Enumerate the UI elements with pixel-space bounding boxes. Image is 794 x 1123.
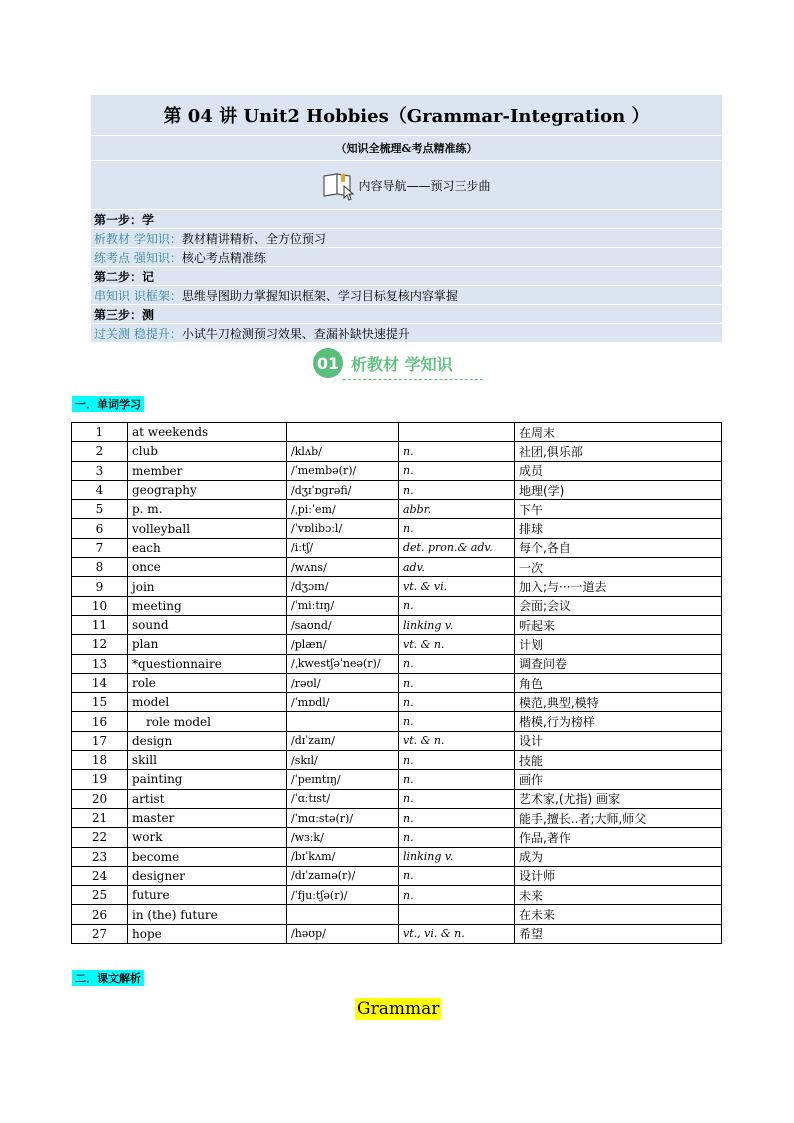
vocab-part-of-speech: vt. & n.	[399, 635, 515, 654]
vocab-phonetic: /ˈfjuːtʃə(r)/	[287, 886, 399, 905]
vocab-section-label: 一．单词学习	[72, 396, 144, 412]
vocab-word: plan	[128, 635, 287, 654]
vocab-meaning: 未来	[515, 886, 722, 905]
vocab-phonetic: /ˌpiːˈem/	[287, 500, 399, 519]
vocab-part-of-speech: n.	[399, 828, 515, 847]
table-row	[72, 480, 722, 499]
vocab-number: 11	[72, 615, 128, 634]
vocab-part-of-speech: n.	[399, 654, 515, 673]
step-1-title: 第一步：学	[91, 210, 722, 229]
vocab-phonetic	[287, 423, 399, 442]
vocabulary-table	[71, 422, 722, 944]
vocab-phonetic: /klʌb/	[287, 442, 399, 461]
vocab-meaning: 模范,典型,模特	[515, 693, 722, 712]
vocab-part-of-speech: vt. & vi.	[399, 577, 515, 596]
vocab-word: member	[128, 461, 287, 480]
vocab-number: 13	[72, 654, 128, 673]
table-row	[72, 751, 722, 770]
vocab-word: in (the) future	[128, 905, 287, 924]
vocab-number: 4	[72, 480, 128, 499]
table-row	[72, 789, 722, 808]
vocab-part-of-speech: abbr.	[399, 500, 515, 519]
vocab-phonetic: /dɪˈzaɪn/	[287, 731, 399, 750]
table-row	[72, 654, 722, 673]
table-row	[72, 847, 722, 866]
table-row	[72, 808, 722, 827]
table-row	[72, 712, 722, 731]
vocab-meaning: 排球	[515, 519, 722, 538]
table-row	[72, 442, 722, 461]
lesson-subtitle: （知识全梳理&考点精准练）	[91, 136, 722, 161]
vocab-word: designer	[128, 866, 287, 885]
vocab-number: 5	[72, 500, 128, 519]
vocab-word: master	[128, 808, 287, 827]
vocab-part-of-speech: n.	[399, 751, 515, 770]
table-row	[72, 558, 722, 577]
vocab-part-of-speech: n.	[399, 442, 515, 461]
table-row	[72, 500, 722, 519]
vocab-meaning: 设计	[515, 731, 722, 750]
vocab-part-of-speech	[399, 423, 515, 442]
vocab-number: 9	[72, 577, 128, 596]
book-pointer-icon	[322, 168, 356, 202]
vocab-meaning: 社团,俱乐部	[515, 442, 722, 461]
vocab-number: 17	[72, 731, 128, 750]
vocab-word: become	[128, 847, 287, 866]
vocab-part-of-speech: n.	[399, 596, 515, 615]
vocab-number: 22	[72, 828, 128, 847]
step-2-item-1: 串知识 识框架： 思维导图助力掌握知识框架、学习目标复核内容掌握	[91, 286, 722, 305]
text-analysis-section-label: 二．课文解析	[72, 970, 144, 986]
vocab-phonetic: /ˈmɒdl/	[287, 693, 399, 712]
section-title: 析教材 学知识	[351, 354, 453, 374]
vocab-number: 1	[72, 423, 128, 442]
vocab-word: painting	[128, 770, 287, 789]
vocab-part-of-speech	[399, 905, 515, 924]
vocab-phonetic: /iːtʃ/	[287, 538, 399, 557]
vocab-meaning: 计划	[515, 635, 722, 654]
vocab-phonetic: /həʊp/	[287, 924, 399, 943]
vocab-word: p. m.	[128, 500, 287, 519]
vocab-phonetic: /ˈɑːtɪst/	[287, 789, 399, 808]
vocab-phonetic: /dʒɔɪn/	[287, 577, 399, 596]
vocab-meaning: 成为	[515, 847, 722, 866]
vocab-part-of-speech: n.	[399, 712, 515, 731]
step-3-item-1: 过关测 稳提升： 小试牛刀检测预习效果、查漏补缺快速提升	[91, 324, 722, 343]
vocab-word: model	[128, 693, 287, 712]
table-row	[72, 693, 722, 712]
vocab-number: 3	[72, 461, 128, 480]
vocab-phonetic: /ˈmɑːstə(r)/	[287, 808, 399, 827]
step-1-item-1: 析教材 学知识： 教材精讲精析、全方位预习	[91, 229, 722, 248]
vocab-part-of-speech: n.	[399, 519, 515, 538]
vocab-part-of-speech: n.	[399, 789, 515, 808]
vocab-word: hope	[128, 924, 287, 943]
table-row	[72, 828, 722, 847]
vocab-number: 2	[72, 442, 128, 461]
vocab-part-of-speech: n.	[399, 673, 515, 692]
vocab-number: 12	[72, 635, 128, 654]
vocab-phonetic: /ˈpeɪntɪŋ/	[287, 770, 399, 789]
vocab-meaning: 成员	[515, 461, 722, 480]
table-row	[72, 770, 722, 789]
vocab-phonetic	[287, 712, 399, 731]
table-row	[72, 905, 722, 924]
vocab-phonetic: /ˌkwestʃəˈneə(r)/	[287, 654, 399, 673]
vocab-meaning: 调查问卷	[515, 654, 722, 673]
vocab-phonetic: /wɜːk/	[287, 828, 399, 847]
vocab-meaning: 一次	[515, 558, 722, 577]
vocab-phonetic: /bɪˈkʌm/	[287, 847, 399, 866]
vocab-meaning: 地理(学)	[515, 480, 722, 499]
vocab-phonetic	[287, 905, 399, 924]
vocab-word: skill	[128, 751, 287, 770]
nav-text: 内容导航——预习三步曲	[358, 178, 491, 193]
vocab-part-of-speech: det. pron.& adv.	[399, 538, 515, 557]
vocab-word: *questionnaire	[128, 654, 287, 673]
table-row	[72, 673, 722, 692]
vocab-meaning: 画作	[515, 770, 722, 789]
vocab-phonetic: /ˈmembə(r)/	[287, 461, 399, 480]
table-row	[72, 615, 722, 634]
vocab-meaning: 会面;会议	[515, 596, 722, 615]
vocab-meaning: 听起来	[515, 615, 722, 634]
vocab-meaning: 下午	[515, 500, 722, 519]
vocab-word: join	[128, 577, 287, 596]
vocab-number: 8	[72, 558, 128, 577]
table-row	[72, 538, 722, 557]
step-2-title: 第二步：记	[91, 267, 722, 286]
vocab-meaning: 在未来	[515, 905, 722, 924]
vocab-word: work	[128, 828, 287, 847]
vocab-word: each	[128, 538, 287, 557]
vocab-number: 26	[72, 905, 128, 924]
vocab-number: 27	[72, 924, 128, 943]
table-row	[72, 461, 722, 480]
vocab-word: artist	[128, 789, 287, 808]
vocab-part-of-speech: n.	[399, 866, 515, 885]
vocab-word: role	[128, 673, 287, 692]
vocab-meaning: 能手,擅长..者;大师,师父	[515, 808, 722, 827]
table-row	[72, 423, 722, 442]
vocab-number: 16	[72, 712, 128, 731]
vocab-meaning: 每个,各自	[515, 538, 722, 557]
table-row	[72, 924, 722, 943]
vocab-meaning: 作品,著作	[515, 828, 722, 847]
vocab-part-of-speech: n.	[399, 808, 515, 827]
step-3-title: 第三步：测	[91, 305, 722, 324]
vocab-meaning: 角色	[515, 673, 722, 692]
vocab-phonetic: /ˈvɒlibɔːl/	[287, 519, 399, 538]
lesson-title: 第 04 讲 Unit2 Hobbies（Grammar-Integration ）	[91, 95, 722, 136]
vocab-number: 23	[72, 847, 128, 866]
vocab-phonetic: /saʊnd/	[287, 615, 399, 634]
table-row	[72, 635, 722, 654]
vocab-meaning: 在周末	[515, 423, 722, 442]
vocab-part-of-speech: n.	[399, 770, 515, 789]
vocab-phonetic: /wʌns/	[287, 558, 399, 577]
step-1-item-2: 练考点 强知识： 核心考点精准练	[91, 248, 722, 267]
table-row	[72, 866, 722, 885]
vocab-word: role model	[128, 712, 287, 731]
section-01-badge	[313, 348, 453, 378]
vocab-word: once	[128, 558, 287, 577]
vocab-word: club	[128, 442, 287, 461]
vocab-meaning: 楷模,行为榜样	[515, 712, 722, 731]
vocab-phonetic: /plæn/	[287, 635, 399, 654]
vocab-part-of-speech: adv.	[399, 558, 515, 577]
vocab-word: meeting	[128, 596, 287, 615]
vocab-word: at weekends	[128, 423, 287, 442]
vocab-phonetic: /skɪl/	[287, 751, 399, 770]
vocab-number: 10	[72, 596, 128, 615]
vocab-number: 19	[72, 770, 128, 789]
vocab-part-of-speech: linking v.	[399, 847, 515, 866]
vocab-part-of-speech: vt., vi. & n.	[399, 924, 515, 943]
vocab-number: 25	[72, 886, 128, 905]
vocab-part-of-speech: n.	[399, 693, 515, 712]
table-row	[72, 886, 722, 905]
vocab-part-of-speech: n.	[399, 461, 515, 480]
vocab-number: 24	[72, 866, 128, 885]
vocab-phonetic: /dʒɪˈɒɡrəfi/	[287, 480, 399, 499]
section-number: 01	[313, 348, 343, 378]
vocab-part-of-speech: linking v.	[399, 615, 515, 634]
vocab-meaning: 希望	[515, 924, 722, 943]
table-row	[72, 519, 722, 538]
vocab-meaning: 技能	[515, 751, 722, 770]
vocab-word: geography	[128, 480, 287, 499]
vocab-phonetic: /dɪˈzaɪnə(r)/	[287, 866, 399, 885]
table-row	[72, 731, 722, 750]
vocab-number: 6	[72, 519, 128, 538]
vocab-word: volleyball	[128, 519, 287, 538]
vocab-word: sound	[128, 615, 287, 634]
lesson-header	[91, 95, 722, 343]
vocab-meaning: 艺术家,(尤指) 画家	[515, 789, 722, 808]
vocab-word: design	[128, 731, 287, 750]
content-navigation	[91, 161, 722, 210]
vocab-part-of-speech: vt. & n.	[399, 731, 515, 750]
vocab-word: future	[128, 886, 287, 905]
vocab-number: 14	[72, 673, 128, 692]
vocab-phonetic: /rəʊl/	[287, 673, 399, 692]
grammar-heading: Grammar	[357, 999, 440, 1019]
vocab-number: 20	[72, 789, 128, 808]
section-underline	[343, 379, 483, 380]
table-row	[72, 596, 722, 615]
vocab-number: 21	[72, 808, 128, 827]
vocab-number: 7	[72, 538, 128, 557]
vocab-meaning: 加入;与···一道去	[515, 577, 722, 596]
vocab-number: 18	[72, 751, 128, 770]
vocab-part-of-speech: n.	[399, 886, 515, 905]
vocab-part-of-speech: n.	[399, 480, 515, 499]
table-row	[72, 577, 722, 596]
vocab-phonetic: /ˈmiːtɪŋ/	[287, 596, 399, 615]
vocab-number: 15	[72, 693, 128, 712]
vocab-meaning: 设计师	[515, 866, 722, 885]
